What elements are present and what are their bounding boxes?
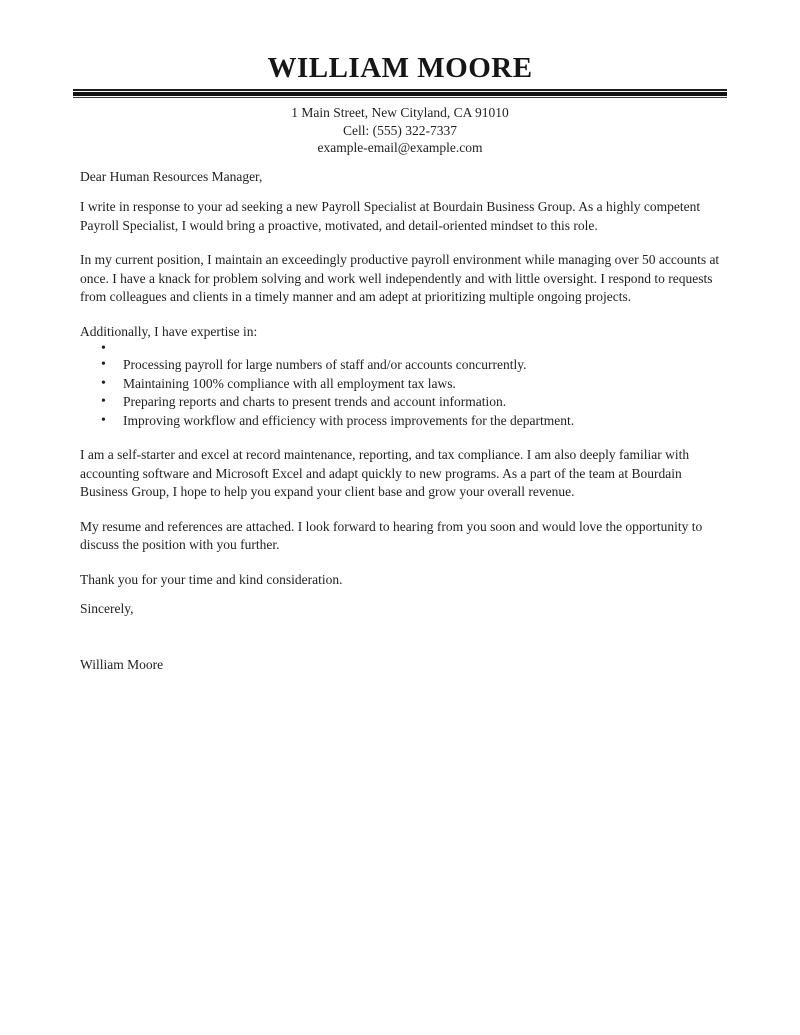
letterhead-divider-rule: [73, 89, 727, 98]
paragraph-resume-attached: My resume and references are attached. I look forward to hearing from you soon and would love the opportunity to discuss the position with you further.: [80, 518, 703, 552]
expertise-list: [80, 342, 725, 430]
contact-address: 1 Main Street, New Cityland, CA 91010: [291, 105, 509, 120]
paragraph-thanks: Thank you for your time and kind consideration.: [80, 571, 343, 587]
signature-name: William Moore: [80, 656, 164, 672]
letter-body: [73, 168, 727, 675]
bullet-item-compliance: • Maintaining 100% compliance with all employment tax laws.: [80, 375, 725, 394]
contact-block: [73, 104, 727, 157]
letterhead-name: WILLIAM MOORE: [267, 52, 533, 84]
closing: Sincerely,: [80, 601, 134, 616]
expertise-intro: Additionally, I have expertise in:: [80, 323, 258, 339]
bullet-item-empty: [80, 342, 725, 356]
paragraph-current-position: In my current position, I maintain an exceedingly productive payroll environment while managing over 50 accounts at once. I have a knack for problem solving and work well independently and with little oversight. I respond to requests from colleagues and clients in a timely manner and am adept at prioritizing multiple ongoing projects.: [80, 252, 720, 304]
paragraph-self-starter: I am a self-starter and excel at record maintenance, reporting, and tax compliance. I am also deeply familiar with accounting software and Microsoft Excel and adapt quickly to new programs. As a part of the team at Bourdain Business Group, I hope to help you expand your client base and grow your overall revenue.: [80, 447, 690, 499]
contact-phone: Cell: (555) 322-7337: [343, 122, 457, 138]
contact-email: example-email@example.com: [317, 140, 483, 155]
letterhead: [73, 53, 727, 157]
paragraph-intro: I write in response to your ad seeking a new Payroll Specialist at Bourdain Business Group. As a highly competent Payroll Specialist, I would bring a proactive, motivated, and detail-oriented mindset to this role.: [80, 199, 701, 233]
bullet-item-workflow: • Improving workflow and efficiency with process improvements for the department.: [80, 412, 725, 431]
salutation: Dear Human Resources Manager,: [80, 168, 263, 184]
bullet-item-reports: • Preparing reports and charts to present trends and account information.: [80, 393, 725, 412]
bullet-item-processing-payroll: • Processing payroll for large numbers of staff and/or accounts concurrently.: [80, 356, 725, 375]
